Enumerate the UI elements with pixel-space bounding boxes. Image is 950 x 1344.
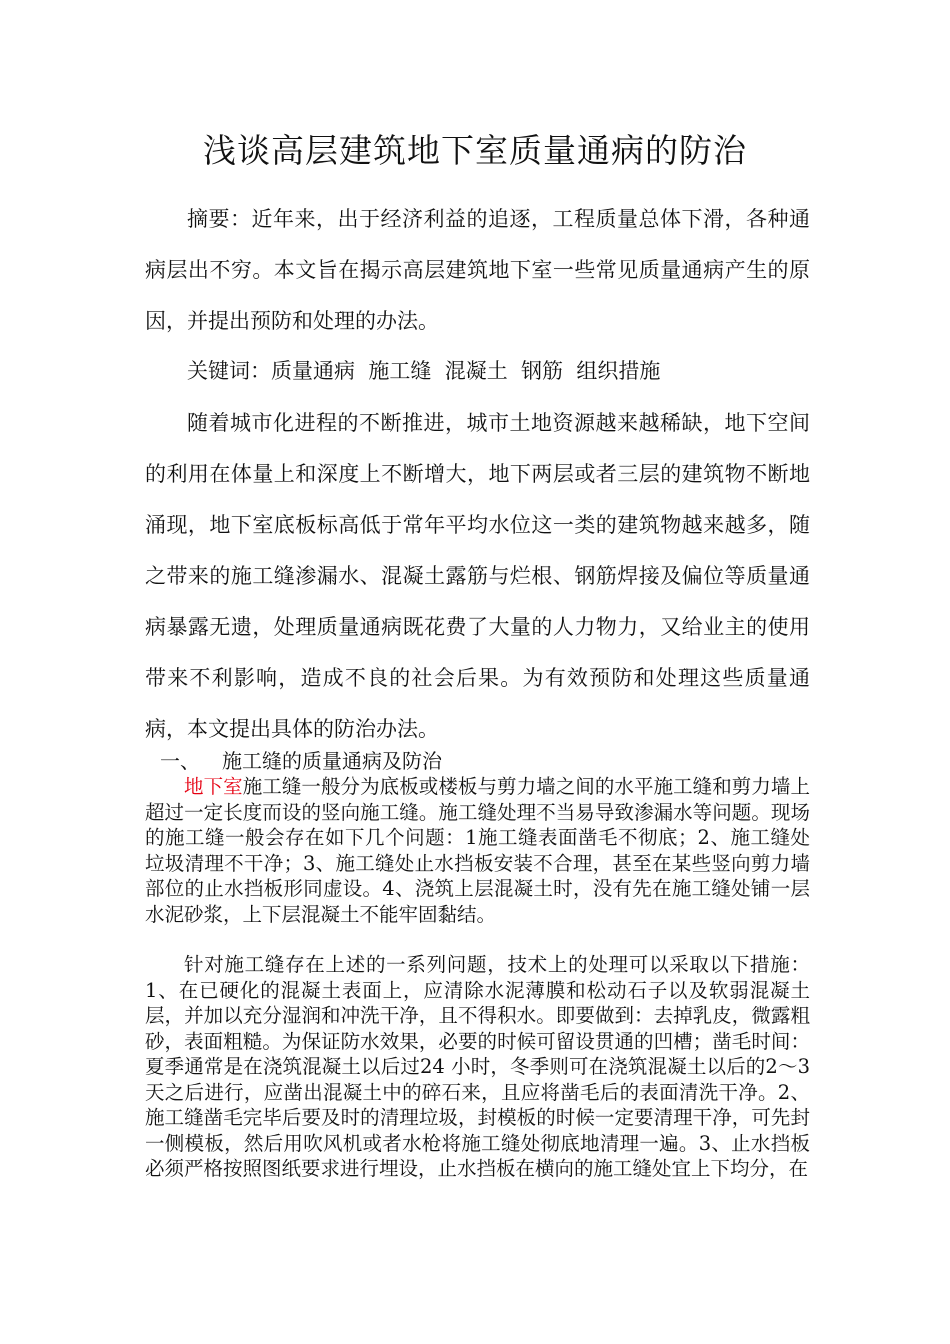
highlighted-term: 地下室 xyxy=(184,775,243,798)
paragraph-text: 施工缝一般分为底板或楼板与剪力墙之间的水平施工缝和剪力墙上超过一定长度而设的竖向施工缝。施工缝处理不当易导致渗漏水等问题。现场的施工缝一般会存在如下几个问题：1施工缝表面凿毛不彻底；2、施工缝处垃圾清理不干净；3、施工缝处止水挡板安装不合理，甚至在某些竖向剪力墙部位的止水挡板形同虚设。4、浇筑上层混凝土时，没有先在施工缝处铺一层水泥砂浆，上下层混凝土不能牢固黏结。 xyxy=(145,775,810,926)
abstract-paragraph: 摘要：近年来，出于经济利益的追逐，工程质量总体下滑，各种通病层出不穷。本文旨在揭示高层建筑地下室一些常见质量通病产生的原因，并提出预防和处理的办法。 xyxy=(145,207,810,333)
section-paragraph-1 xyxy=(145,774,810,927)
section-heading xyxy=(160,748,810,774)
intro-paragraph: 随着城市化进程的不断推进，城市土地资源越来越稀缺，地下空间的利用在体量上和深度上不断增大，地下两层或者三层的建筑物不断地涌现，地下室底板标高低于常年平均水位这一类的建筑物越来越多，随之带来的施工缝渗漏水、混凝土露筋与烂根、钢筋焊接及偏位等质量通病暴露无遗，处理质量通病既花费了大量的人力物力，又给业主的使用带来不利影响，造成不良的社会后果。为有效预防和处理这些质量通病，本文提出具体的防治办法。 xyxy=(145,411,810,741)
section-number: 一、 xyxy=(160,749,200,773)
section-title: 施工缝的质量通病及防治 xyxy=(222,749,442,773)
section-paragraph-2: 针对施工缝存在上述的一系列问题，技术上的处理可以采取以下措施：1、在已硬化的混凝土表面上，应清除水泥薄膜和松动石子以及软弱混凝土层，并加以充分湿润和冲洗干净，且不得积水。即要做到：去掉乳皮，微露粗砂，表面粗糙。为保证防水效果，必要的时候可留设贯通的凹槽；凿毛时间：夏季通常是在浇筑混凝土以后过24 小时，冬季则可在浇筑混凝土以后的2～3 天之后进行，应凿出混凝土中的碎石来，且应将凿毛后的表面清洗干净。2、施工缝凿毛完毕后要及时的清理垃圾，封模板的时候一定要清理干净，可先封一侧模板，然后用吹风机或者水枪将施工缝处彻底地清理一遍。3、止水挡板必须严格按照图纸要求进行埋设，止水挡板在横向的施工缝处宜上下均分，在 xyxy=(145,953,810,1180)
page-title: 浅谈高层建筑地下室质量通病的防治 xyxy=(203,131,747,170)
keywords-paragraph: 关键词：质量通病 施工缝 混凝土 钢筋 组织措施 xyxy=(187,359,661,383)
